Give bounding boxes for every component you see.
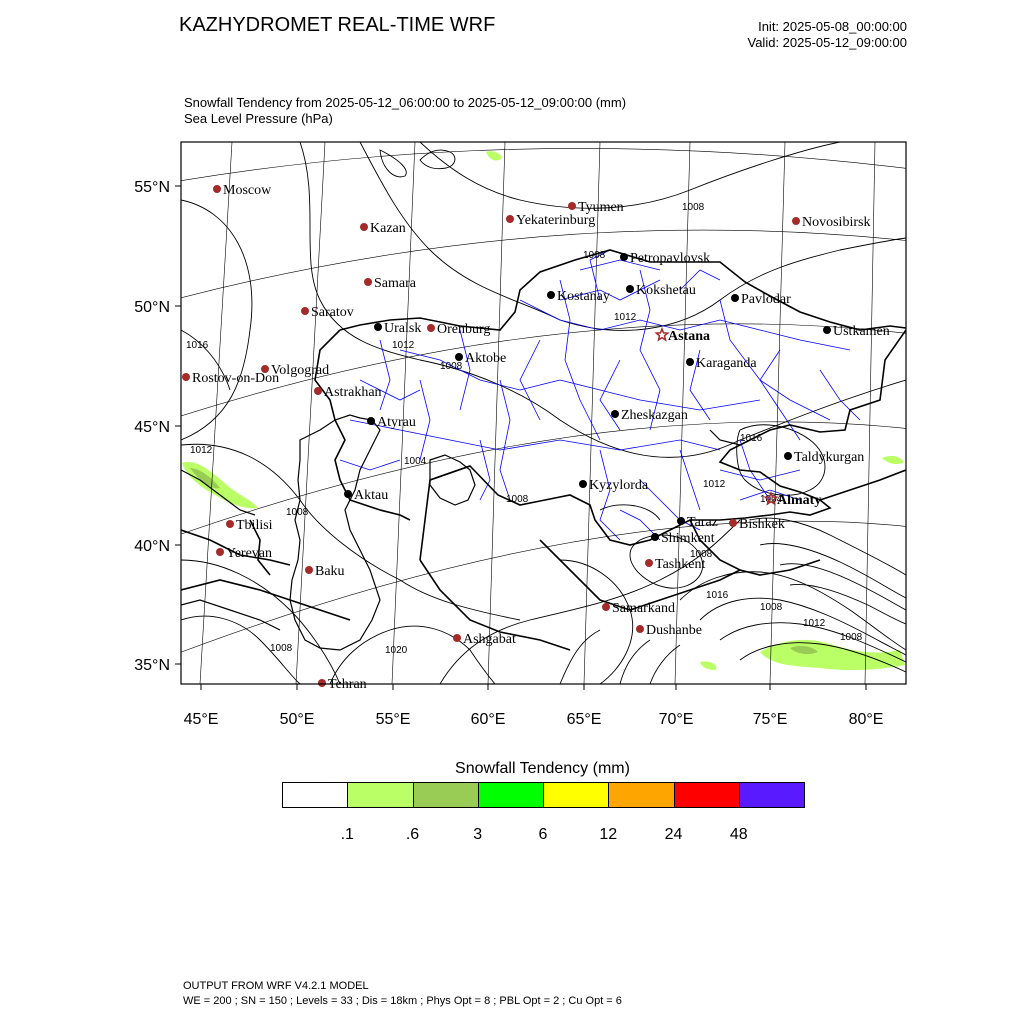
longitude-label: 55°E <box>375 711 411 728</box>
latitude-label: 55°N <box>134 179 170 196</box>
colorbar-label: 3 <box>473 826 483 843</box>
city-dot-icon <box>182 373 190 381</box>
city-dot-icon <box>626 285 634 293</box>
city-label: Uralsk <box>384 321 422 336</box>
city-dot-icon <box>792 217 800 225</box>
city-dot-icon <box>729 519 737 527</box>
city-label: Saratov <box>311 305 354 320</box>
city-label: Orenburg <box>437 322 491 337</box>
city-taldykurgan <box>784 450 864 465</box>
city-label: Kostanay <box>557 289 610 304</box>
city-saratov <box>301 305 354 320</box>
colorbar-label: 12 <box>599 826 618 843</box>
city-dot-icon <box>314 387 322 395</box>
city-dushanbe <box>636 623 702 638</box>
colorbar-swatch <box>478 782 544 808</box>
plot-title: KAZHYDROMET REAL-TIME WRF <box>179 14 496 36</box>
isobar-value: 1012 <box>614 312 637 323</box>
city-karaganda <box>686 356 757 371</box>
city-kostanay <box>547 289 610 304</box>
city-dot-icon <box>374 323 382 331</box>
city-label: Ashgabat <box>463 632 516 647</box>
city-dot-icon <box>651 533 659 541</box>
city-label: Karaganda <box>696 356 757 371</box>
longitude-label: 65°E <box>566 711 602 728</box>
isobar-value: 1008 <box>583 250 606 261</box>
field-description-pressure: Sea Level Pressure (hPa) <box>184 111 333 126</box>
city-label: Shimkent <box>661 531 715 546</box>
colorbar-label: .6 <box>405 826 420 843</box>
city-tashkent <box>645 557 705 572</box>
city-dot-icon <box>611 410 619 418</box>
city-novosibirsk <box>792 215 870 230</box>
city-dot-icon <box>213 185 221 193</box>
city-label: Kyzylorda <box>589 478 649 493</box>
colorbar-title: Snowfall Tendency (mm) <box>455 760 630 777</box>
model-settings: WE = 200 ; SN = 150 ; Levels = 33 ; Dis = 18km ; Phys Opt = 8 ; PBL Opt = 2 ; Cu Opt = 6 <box>183 995 622 1007</box>
contour-labels <box>186 202 863 656</box>
longitude-ticks <box>184 684 884 728</box>
city-label: Zheskazgan <box>621 408 688 423</box>
isobar-value: 1020 <box>385 645 408 656</box>
city-label: Baku <box>315 564 345 579</box>
city-dot-icon <box>455 353 463 361</box>
city-label: Samara <box>374 276 416 291</box>
longitude-label: 60°E <box>470 711 506 728</box>
city-label: Samarkand <box>612 601 675 616</box>
city-dot-icon <box>367 417 375 425</box>
city-label: Tashkent <box>655 557 706 572</box>
city-label: Moscow <box>223 183 272 198</box>
isobar-value: 1012 <box>703 479 726 490</box>
city-moscow <box>213 183 272 198</box>
city-astana <box>656 329 710 344</box>
colorbar-label: .1 <box>340 826 354 843</box>
latitude-label: 35°N <box>134 657 170 674</box>
city-dot-icon <box>344 490 352 498</box>
city-dot-icon <box>823 326 831 334</box>
longitude-label: 80°E <box>848 711 884 728</box>
isobar-value: 1016 <box>706 590 729 601</box>
city-label: Rostov-on-Don <box>192 371 280 386</box>
city-shimkent <box>651 531 715 546</box>
valid-time: Valid: 2025-05-12_09:00:00 <box>747 35 907 50</box>
city-dot-icon <box>364 278 372 286</box>
field-description-snowfall: Snowfall Tendency from 2025-05-12_06:00:00 to 2025-05-12_09:00:00 (mm) <box>184 95 627 110</box>
city-dot-icon <box>360 223 368 231</box>
city-dot-icon <box>305 566 313 574</box>
longitude-label: 45°E <box>183 711 219 728</box>
city-atyrau <box>367 415 416 430</box>
city-dot-icon <box>686 358 694 366</box>
latitude-label: 50°N <box>134 299 170 316</box>
isobar-value: 1004 <box>404 456 427 467</box>
city-dot-icon <box>427 324 435 332</box>
colorbar-swatch <box>739 782 805 808</box>
city-label: Ustkamen <box>833 324 890 339</box>
city-samara <box>364 276 417 291</box>
city-label: Taraz <box>687 515 718 530</box>
isobar-value: 1008 <box>690 549 713 560</box>
city-kazan <box>360 221 406 236</box>
isobar-value: 1012 <box>803 618 826 629</box>
colorbar-swatch <box>543 782 609 808</box>
city-label: Taldykurgan <box>794 450 865 465</box>
city-taraz <box>677 515 718 530</box>
isobar-value: 1016 <box>740 433 763 444</box>
city-baku <box>305 564 345 579</box>
colorbar-swatch <box>282 782 348 808</box>
init-time: Init: 2025-05-08_00:00:00 <box>758 19 907 34</box>
isobar-value: 1008 <box>270 643 293 654</box>
city-uralsk <box>374 321 421 336</box>
longitude-label: 70°E <box>658 711 694 728</box>
colorbar-swatch <box>347 782 413 808</box>
city-dot-icon <box>784 452 792 460</box>
colorbar-label: 48 <box>729 826 748 843</box>
city-petropavlovsk <box>620 251 710 266</box>
city-label: Astrakhan <box>324 385 382 400</box>
city-dot-icon <box>579 480 587 488</box>
city-label: Bishkek <box>739 517 785 532</box>
city-kokshetau <box>626 283 696 298</box>
latitude-ticks <box>134 179 181 674</box>
city-tbilisi <box>226 518 273 533</box>
city-dot-icon <box>602 603 610 611</box>
city-label: Atyrau <box>377 415 416 430</box>
longitude-label: 75°E <box>752 711 788 728</box>
model-info: OUTPUT FROM WRF V4.2.1 MODEL <box>183 980 369 992</box>
city-dot-icon <box>453 634 461 642</box>
city-rostov-on-don <box>182 371 279 386</box>
isobar-value: 1008 <box>286 507 309 518</box>
city-dot-icon <box>568 202 576 210</box>
isobar-value: 1008 <box>682 202 705 213</box>
isobar-value: 1004 <box>760 494 783 505</box>
city-dot-icon <box>547 291 555 299</box>
city-yekaterinburg <box>506 213 595 228</box>
city-aktobe <box>455 351 506 366</box>
city-label: Kazan <box>370 221 406 236</box>
city-samarkand <box>602 601 675 616</box>
city-ashgabat <box>453 632 516 647</box>
city-markers <box>182 183 890 692</box>
city-dot-icon <box>636 625 644 633</box>
city-dot-icon <box>506 215 514 223</box>
city-label: Volgograd <box>271 363 330 378</box>
city-dot-icon <box>677 517 685 525</box>
city-label: Novosibirsk <box>802 215 871 230</box>
city-label: Aktobe <box>465 351 507 366</box>
isobar-value: 1012 <box>392 340 415 351</box>
city-dot-icon <box>318 679 326 687</box>
city-label: Kokshetau <box>636 283 696 298</box>
isobar-value: 1008 <box>440 361 463 372</box>
city-label: Yerevan <box>226 546 273 561</box>
city-dot-icon <box>226 520 234 528</box>
city-pavlodar <box>731 292 791 307</box>
city-dot-icon <box>731 294 739 302</box>
latitude-label: 45°N <box>134 419 170 436</box>
isobar-value: 1012 <box>190 445 213 456</box>
city-label: Aktau <box>354 488 389 503</box>
colorbar-label: 6 <box>538 826 548 843</box>
city-label: Pavlodar <box>741 292 791 307</box>
city-astrakhan <box>314 385 382 400</box>
city-label: Petropavlovsk <box>630 251 711 266</box>
city-label: Yekaterinburg <box>516 213 596 228</box>
capital-star-icon <box>656 329 667 340</box>
colorbar-label: 24 <box>664 826 683 843</box>
city-yerevan <box>216 546 272 561</box>
city-label: Almaty <box>777 493 822 508</box>
city-kyzylorda <box>579 478 649 493</box>
latitude-label: 40°N <box>134 538 170 555</box>
colorbar-swatch <box>674 782 740 808</box>
isobar-value: 1008 <box>840 632 863 643</box>
colorbar-swatch <box>608 782 674 808</box>
city-label: Dushanbe <box>646 623 702 638</box>
colorbar-swatch <box>413 782 479 808</box>
city-dot-icon <box>620 253 628 261</box>
city-label: Tbilisi <box>236 518 273 533</box>
city-label: Tyumen <box>578 200 624 215</box>
city-dot-icon <box>216 548 224 556</box>
city-label: Tehran <box>328 677 367 692</box>
colorbar <box>282 782 804 808</box>
city-dot-icon <box>645 559 653 567</box>
city-dot-icon <box>301 307 309 315</box>
city-orenburg <box>427 322 490 337</box>
city-label: Astana <box>668 329 711 344</box>
city-ustkamen <box>823 324 890 339</box>
longitude-label: 50°E <box>279 711 315 728</box>
isobar-value: 1008 <box>506 494 529 505</box>
city-zheskazgan <box>611 408 688 423</box>
isobar-value: 1016 <box>186 340 209 351</box>
isobar-value: 1008 <box>760 602 783 613</box>
